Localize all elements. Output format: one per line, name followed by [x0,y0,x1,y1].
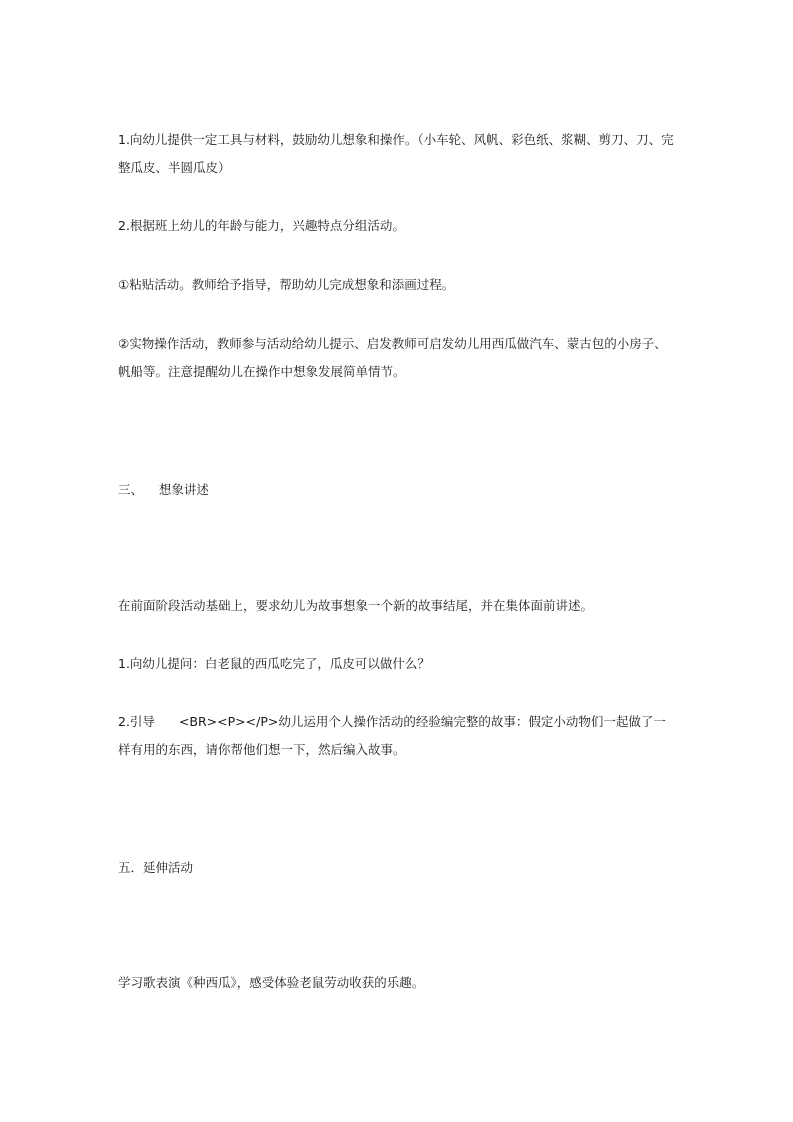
paragraph-group-activity: 2.根据班上幼儿的年龄与能力，兴趣特点分组活动。 [118,218,405,233]
paragraph-question: 1.向幼儿提问：白老鼠的西瓜吃完了，瓜皮可以做什么？ [118,656,430,671]
paragraph-story-ending: 在前面阶段活动基础上，要求幼儿为故事想象一个新的故事结尾，并在集体面前讲述。 [118,598,594,613]
paragraph-tools-materials: 1.向幼儿提供一定工具与材料，鼓励幼儿想象和操作。（小车轮、风帆、彩色纸、浆糊、剪刀、刀、完整瓜皮、半圆瓜皮） [118,132,674,175]
paragraph-object-operation: ②实物操作活动，教师参与活动给幼儿提示、启发教师可启发幼儿用西瓜做汽车、蒙古包的小房子、帆船等。注意提醒幼儿在操作中想象发展简单情节。 [118,336,667,379]
paragraph-guide [118,708,678,764]
guide-prefix: 2.引导 [118,714,155,729]
section-heading-imaginative-narration: 三、 想象讲述 [118,482,209,497]
guide-body: <BR><P></P>幼儿运用个人操作活动的经验编完整的故事：假定小动物们一起做了一样有用的东西，请你帮他们想一下，然后编入故事。 [118,714,666,757]
section-heading-extension-activity: 五．延伸活动 [118,860,194,875]
paragraph-song-performance: 学习歌表演《种西瓜》，感受体验老鼠劳动收获的乐趣。 [118,975,425,990]
paragraph-paste-activity: ①粘贴活动。教师给予指导，帮助幼儿完成想象和添画过程。 [118,277,455,292]
